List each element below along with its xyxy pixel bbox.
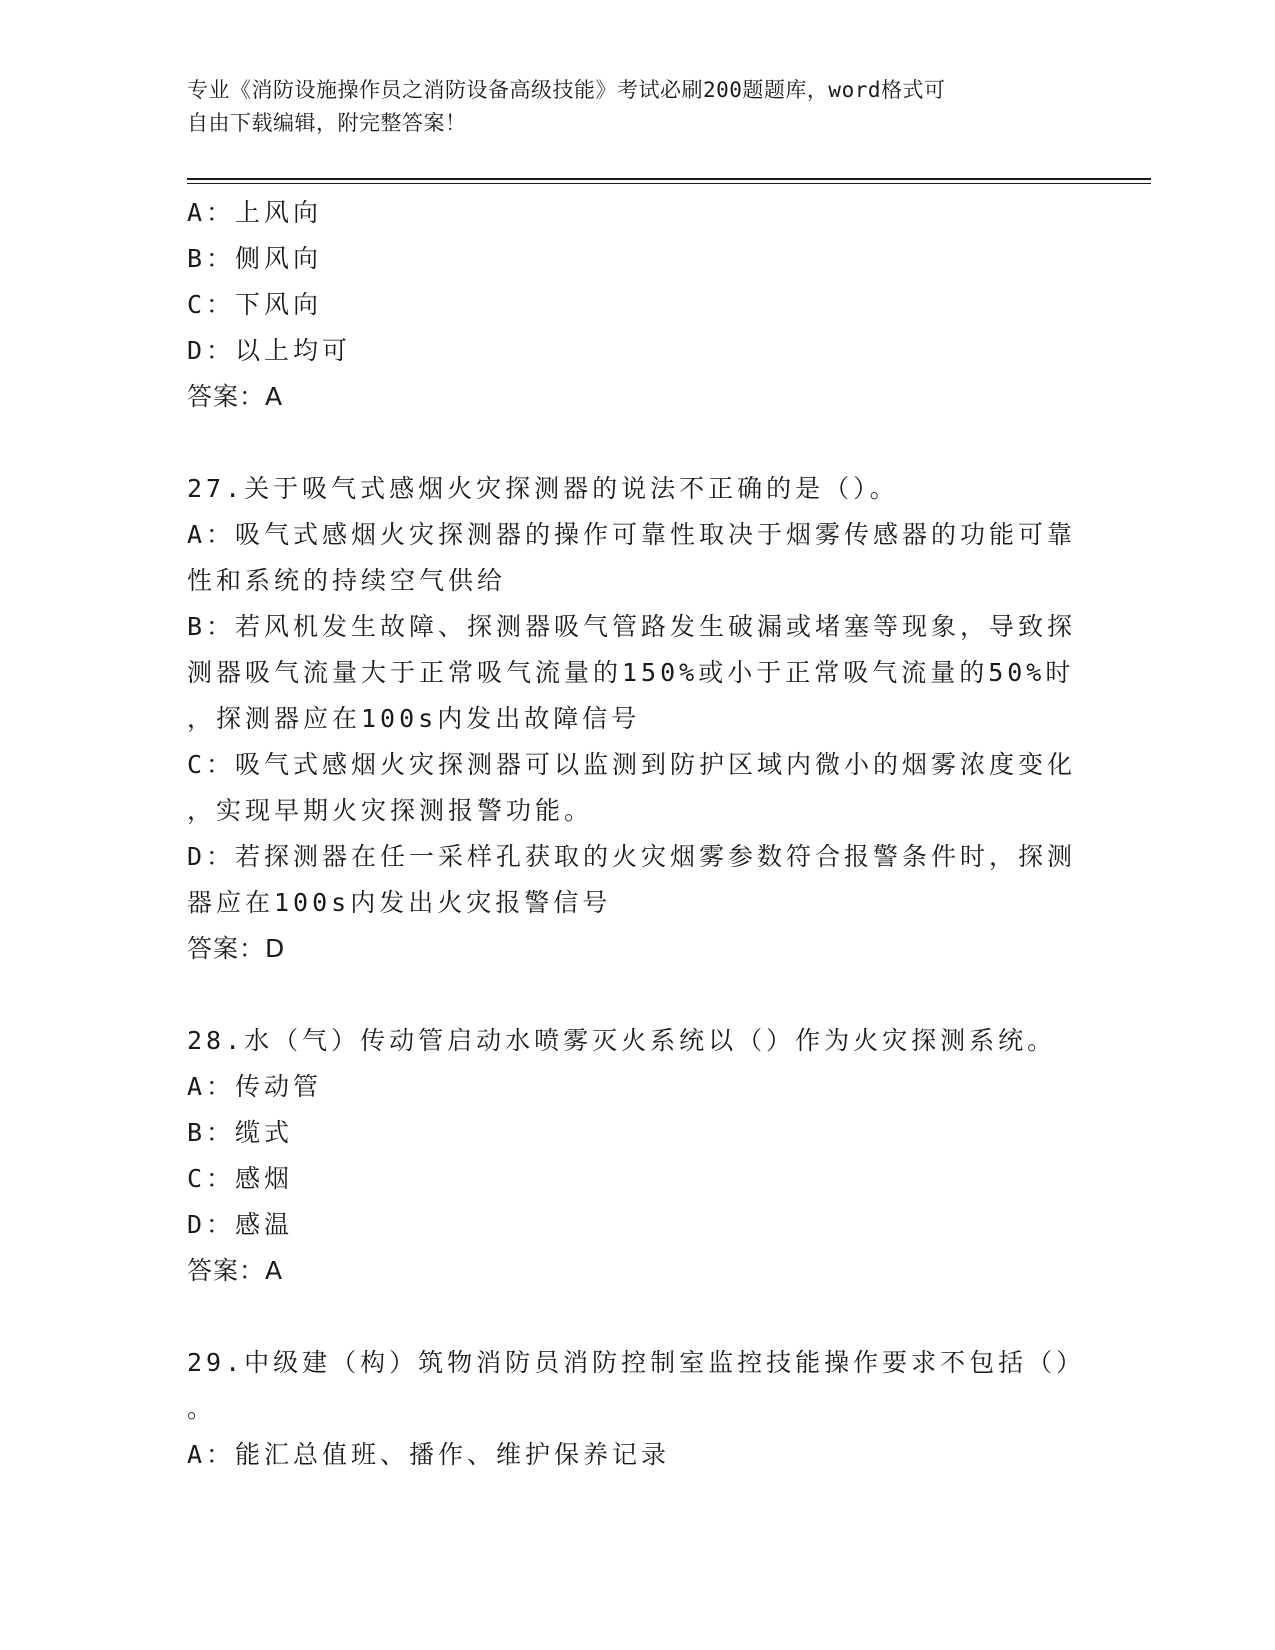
option-d-line-1: D：若探测器在任一采样孔获取的火灾烟雾参数符合报警条件时，探测 xyxy=(187,842,1077,871)
option-b: B：侧风向 xyxy=(187,244,323,273)
option-a: A：能汇总值班、播作、维护保养记录 xyxy=(187,1440,671,1469)
spacer xyxy=(187,420,1087,466)
header-divider-thin xyxy=(187,183,1151,184)
option-b-line-3: ，探测器应在100s内发出故障信号 xyxy=(187,704,641,733)
option-a-line-2: 性和系统的持续空气供给 xyxy=(187,566,507,595)
document-header xyxy=(187,74,1087,140)
option-c: C：感烟 xyxy=(187,1164,294,1193)
option-d: D：以上均可 xyxy=(187,336,352,365)
header-line-1: 专业《消防设施操作员之消防设备高级技能》考试必刷200题题库，word格式可 xyxy=(187,78,946,102)
option-c: C：下风向 xyxy=(187,290,323,319)
option-c-line-1: C：吸气式感烟火灾探测器可以监测到防护区域内微小的烟雾浓度变化 xyxy=(187,750,1077,779)
option-d: D：感温 xyxy=(187,1210,294,1239)
answer-line: 答案：D xyxy=(187,934,286,963)
option-d-line-2: 器应在100s内发出火灾报警信号 xyxy=(187,888,612,917)
option-a-line-1: A：吸气式感烟火灾探测器的操作可靠性取决于烟雾传感器的功能可靠 xyxy=(187,520,1077,549)
answer-line: 答案：A xyxy=(187,1256,284,1285)
question-29 xyxy=(187,1340,1087,1478)
option-b-line-2: 测器吸气流量大于正常吸气流量的150%或小于正常吸气流量的50%时 xyxy=(187,658,1075,687)
question-text-line-2: 。 xyxy=(187,1394,217,1423)
question-text: 27.关于吸气式感烟火灾探测器的说法不正确的是（）。 xyxy=(187,474,899,503)
option-a: A：传动管 xyxy=(187,1072,323,1101)
option-b-line-1: B：若风机发生故障、探测器吸气管路发生破漏或堵塞等现象，导致探 xyxy=(187,612,1077,641)
header-divider-thick xyxy=(187,178,1151,180)
question-list xyxy=(187,190,1087,1478)
question-27 xyxy=(187,466,1087,972)
spacer xyxy=(187,972,1087,1018)
question-text-line-1: 29.中级建（构）筑物消防员消防控制室监控技能操作要求不包括（） xyxy=(187,1348,1086,1377)
header-line-2: 自由下载编辑，附完整答案！ xyxy=(187,111,467,135)
spacer xyxy=(187,1294,1087,1340)
option-b: B：缆式 xyxy=(187,1118,294,1147)
answer-line: 答案：A xyxy=(187,382,284,411)
question-26 xyxy=(187,190,1087,420)
question-28 xyxy=(187,1018,1087,1294)
option-c-line-2: ，实现早期火灾探测报警功能。 xyxy=(187,796,594,825)
option-a: A：上风向 xyxy=(187,198,323,227)
question-text: 28.水（气）传动管启动水喷雾灭火系统以（）作为火灾探测系统。 xyxy=(187,1026,1057,1055)
